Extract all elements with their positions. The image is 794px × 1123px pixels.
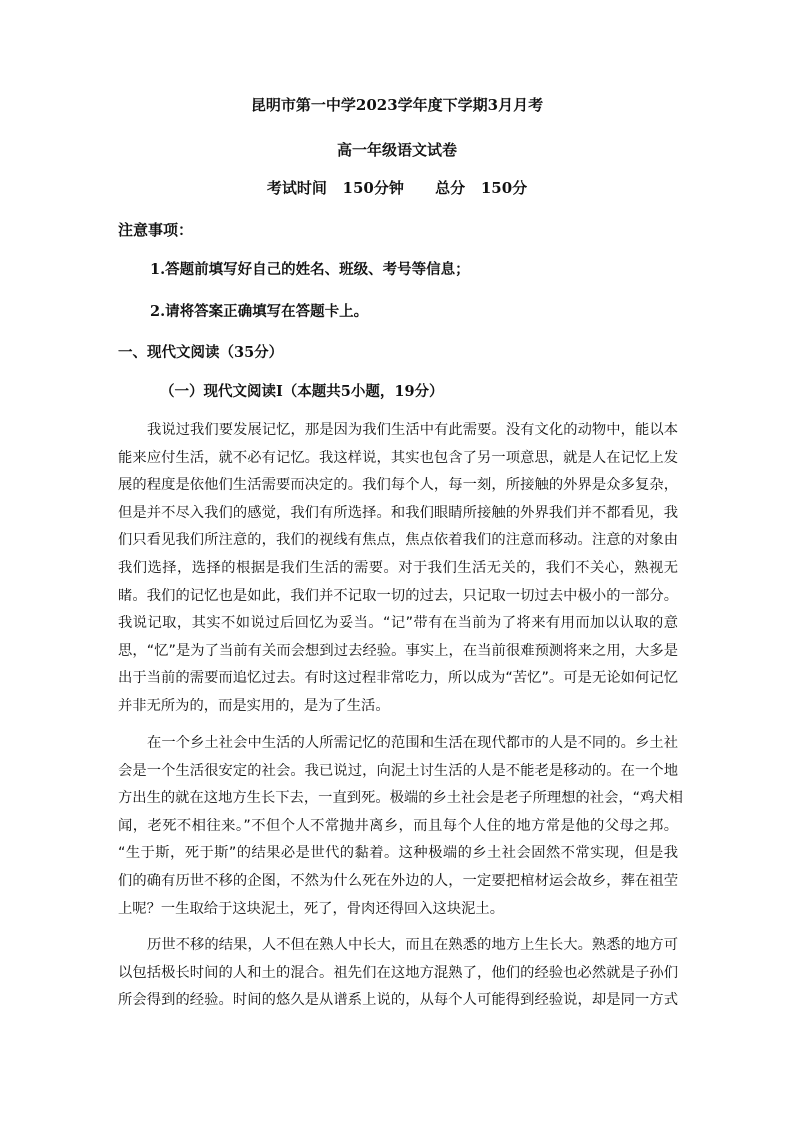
paragraph-line: 闻，老死不相往来。”不但个人不常抛井离乡，而且每个人住的地方常是他的父母之邦。 xyxy=(118,817,678,834)
school-title: 昆明市第一中学2023学年度下学期3月月考 xyxy=(250,96,544,114)
paragraph-line: 出于当前的需要而追忆过去。有时这过程非常吃力，所以成为“苦忆”。可是无论如何记忆 xyxy=(118,670,678,687)
notice-item: 2.请将答案正确填写在答题卡上。 xyxy=(150,303,369,320)
subsection-heading: （一）现代文阅读Ⅰ（本题共5小题，19分） xyxy=(160,383,444,400)
paragraph-line: 在一个乡土社会中生活的人所需记忆的范围和生活在现代都市的人是不同的。乡土社 xyxy=(147,735,678,751)
notice-heading: 注意事项： xyxy=(118,221,194,239)
paragraph-line: “生于斯，死于斯”的结果必是世代的黏着。这种极端的乡土社会固然不常实现，但是我 xyxy=(118,845,678,862)
paragraph-line: 但是并不尽入我们的感觉，我们有所选择。和我们眼睛所接触的外界我们并不都看见，我 xyxy=(118,504,678,521)
passage-paragraph-3 xyxy=(118,932,678,1015)
paragraph-line: 睹。我们的记忆也是如此，我们并不记取一切的过去，只记取一切过去中极小的一部分。 xyxy=(118,587,678,604)
paragraph-line: 们的确有历世不移的企图，不然为什么死在外边的人，一定要把棺材运会故乡，葬在祖茔 xyxy=(118,872,678,889)
paragraph-line: 能来应付生活，就不必有记忆。我这样说，其实也包含了另一项意思，就是人在记忆上发 xyxy=(118,449,678,466)
paragraph-line: 我说过我们要发展记忆，那是因为我们生活中有此需要。没有文化的动物中，能以本 xyxy=(147,422,678,438)
exam-title: 高一年级语文试卷 xyxy=(336,141,457,159)
paragraph-line: 以包括极长时间的人和土的混合。祖先们在这地方混熟了，他们的经验也必然就是子孙们 xyxy=(118,964,678,981)
paragraph-line: 展的程度是依他们生活需要而决定的。我们每个人，每一刻，所接触的外界是众多复杂， xyxy=(118,477,678,494)
paragraph-line: 上呢？一生取给于这块泥土，死了，骨肉还得回入这块泥土。 xyxy=(118,900,505,917)
paragraph-line: 我们选择，选择的根据是我们生活的需要。对于我们生活无关的，我们不关心，熟视无 xyxy=(118,559,678,576)
section-heading: 一、现代文阅读（35分） xyxy=(118,344,284,361)
paragraph-line: 历世不移的结果，人不但在熟人中长大，而且在熟悉的地方上生长大。熟悉的地方可 xyxy=(147,937,678,953)
paragraph-line: 方出生的就在这地方生长下去，一直到死。极端的乡土社会是老子所理想的社会，“鸡犬相 xyxy=(118,790,683,807)
paragraph-line: 并非无所为的，而是实用的，是为了生活。 xyxy=(118,697,390,714)
paragraph-line: 我说记取，其实不如说过后回忆为妥当。“记”带有在当前为了将来有用而加以认取的意 xyxy=(118,615,678,632)
paragraph-line: 会是一个生活很安定的社会。我已说过，向泥土讨生活的人是不能老是移动的。在一个地 xyxy=(118,762,678,779)
passage-paragraph-1 xyxy=(118,417,678,721)
paragraph-line: 们只看见我们所注意的，我们的视线有焦点，焦点依着我们的注意而移动。注意的对象由 xyxy=(118,532,678,549)
passage-paragraph-2 xyxy=(118,730,683,923)
paragraph-line: 思，“忆”是为了当前有关而会想到过去经验。事实上，在当前很难预测将来之用，大多是 xyxy=(118,642,678,659)
notice-item: 1.答题前填写好自己的姓名、班级、考号等信息； xyxy=(150,261,470,278)
exam-info: 考试时间 150分钟 总分 150分 xyxy=(266,179,528,197)
paragraph-line: 所会得到的经验。时间的悠久是从谱系上说的，从每个人可能得到经验说，却是同一方式 xyxy=(118,992,678,1009)
